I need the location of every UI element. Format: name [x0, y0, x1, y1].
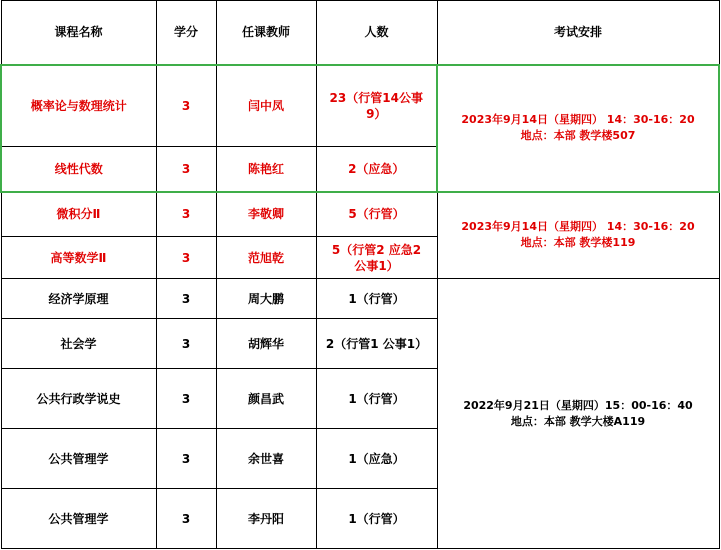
exam-time: 2022年9月21日（星期四）15：00-16：40 — [463, 398, 693, 412]
credit-cell[interactable]: 3 — [156, 237, 216, 279]
exam-cell[interactable] — [437, 65, 719, 192]
credit-cell[interactable]: 3 — [156, 489, 216, 549]
count-cell[interactable]: 2（应急） — [316, 147, 437, 192]
header-count[interactable]: 人数 — [316, 1, 437, 65]
header-row — [1, 1, 719, 65]
exam-location: 地点：本部 教学大楼A119 — [510, 414, 646, 428]
credit-cell[interactable]: 3 — [156, 369, 216, 429]
course-cell[interactable]: 高等数学Ⅱ — [1, 237, 156, 279]
teacher-cell[interactable]: 颜昌武 — [216, 369, 316, 429]
credit-cell[interactable]: 3 — [156, 147, 216, 192]
table-row — [1, 192, 719, 237]
credit-cell[interactable]: 3 — [156, 429, 216, 489]
table-row — [1, 279, 719, 319]
course-cell[interactable]: 微积分Ⅱ — [1, 192, 156, 237]
header-exam[interactable]: 考试安排 — [437, 1, 719, 65]
count-cell[interactable]: 1（行管） — [316, 489, 437, 549]
teacher-cell[interactable]: 李丹阳 — [216, 489, 316, 549]
count-cell[interactable]: 23（行管14公事 9） — [316, 65, 437, 147]
teacher-cell[interactable]: 闫中凤 — [216, 65, 316, 147]
teacher-cell[interactable]: 余世喜 — [216, 429, 316, 489]
exam-location: 地点：本部 教学楼507 — [520, 129, 636, 142]
header-credit[interactable]: 学分 — [156, 1, 216, 65]
credit-cell[interactable]: 3 — [156, 65, 216, 147]
count-cell[interactable]: 2（行管1 公事1） — [316, 319, 437, 369]
count-cell[interactable]: 5（行管2 应急2 公事1） — [316, 237, 437, 279]
teacher-cell[interactable]: 周大鹏 — [216, 279, 316, 319]
credit-cell[interactable]: 3 — [156, 319, 216, 369]
course-cell[interactable]: 社会学 — [1, 319, 156, 369]
exam-cell[interactable] — [437, 279, 719, 549]
course-cell[interactable]: 概率论与数理统计 — [1, 65, 156, 147]
teacher-cell[interactable]: 范旭乾 — [216, 237, 316, 279]
count-cell[interactable]: 1（行管） — [316, 369, 437, 429]
course-cell[interactable]: 经济学原理 — [1, 279, 156, 319]
exam-cell[interactable] — [437, 192, 719, 279]
exam-time: 2023年9月14日（星期四） 14：30-16：20 — [461, 220, 695, 234]
header-teacher[interactable]: 任课教师 — [216, 1, 316, 65]
teacher-cell[interactable]: 陈艳红 — [216, 147, 316, 192]
count-cell[interactable]: 5（行管） — [316, 192, 437, 237]
header-course[interactable]: 课程名称 — [1, 1, 156, 65]
teacher-cell[interactable]: 胡辉华 — [216, 319, 316, 369]
credit-cell[interactable]: 3 — [156, 279, 216, 319]
count-cell[interactable]: 1（行管） — [316, 279, 437, 319]
course-cell[interactable]: 公共管理学 — [1, 489, 156, 549]
course-cell[interactable]: 公共行政学说史 — [1, 369, 156, 429]
exam-location: 地点：本部 教学楼119 — [520, 236, 636, 250]
table-row — [1, 65, 719, 147]
count-cell[interactable]: 1（应急） — [316, 429, 437, 489]
credit-cell[interactable]: 3 — [156, 192, 216, 237]
course-cell[interactable]: 公共管理学 — [1, 429, 156, 489]
teacher-cell[interactable]: 李敬卿 — [216, 192, 316, 237]
course-cell[interactable]: 线性代数 — [1, 147, 156, 192]
exam-time: 2023年9月14日（星期四） 14：30-16：20 — [461, 113, 695, 126]
